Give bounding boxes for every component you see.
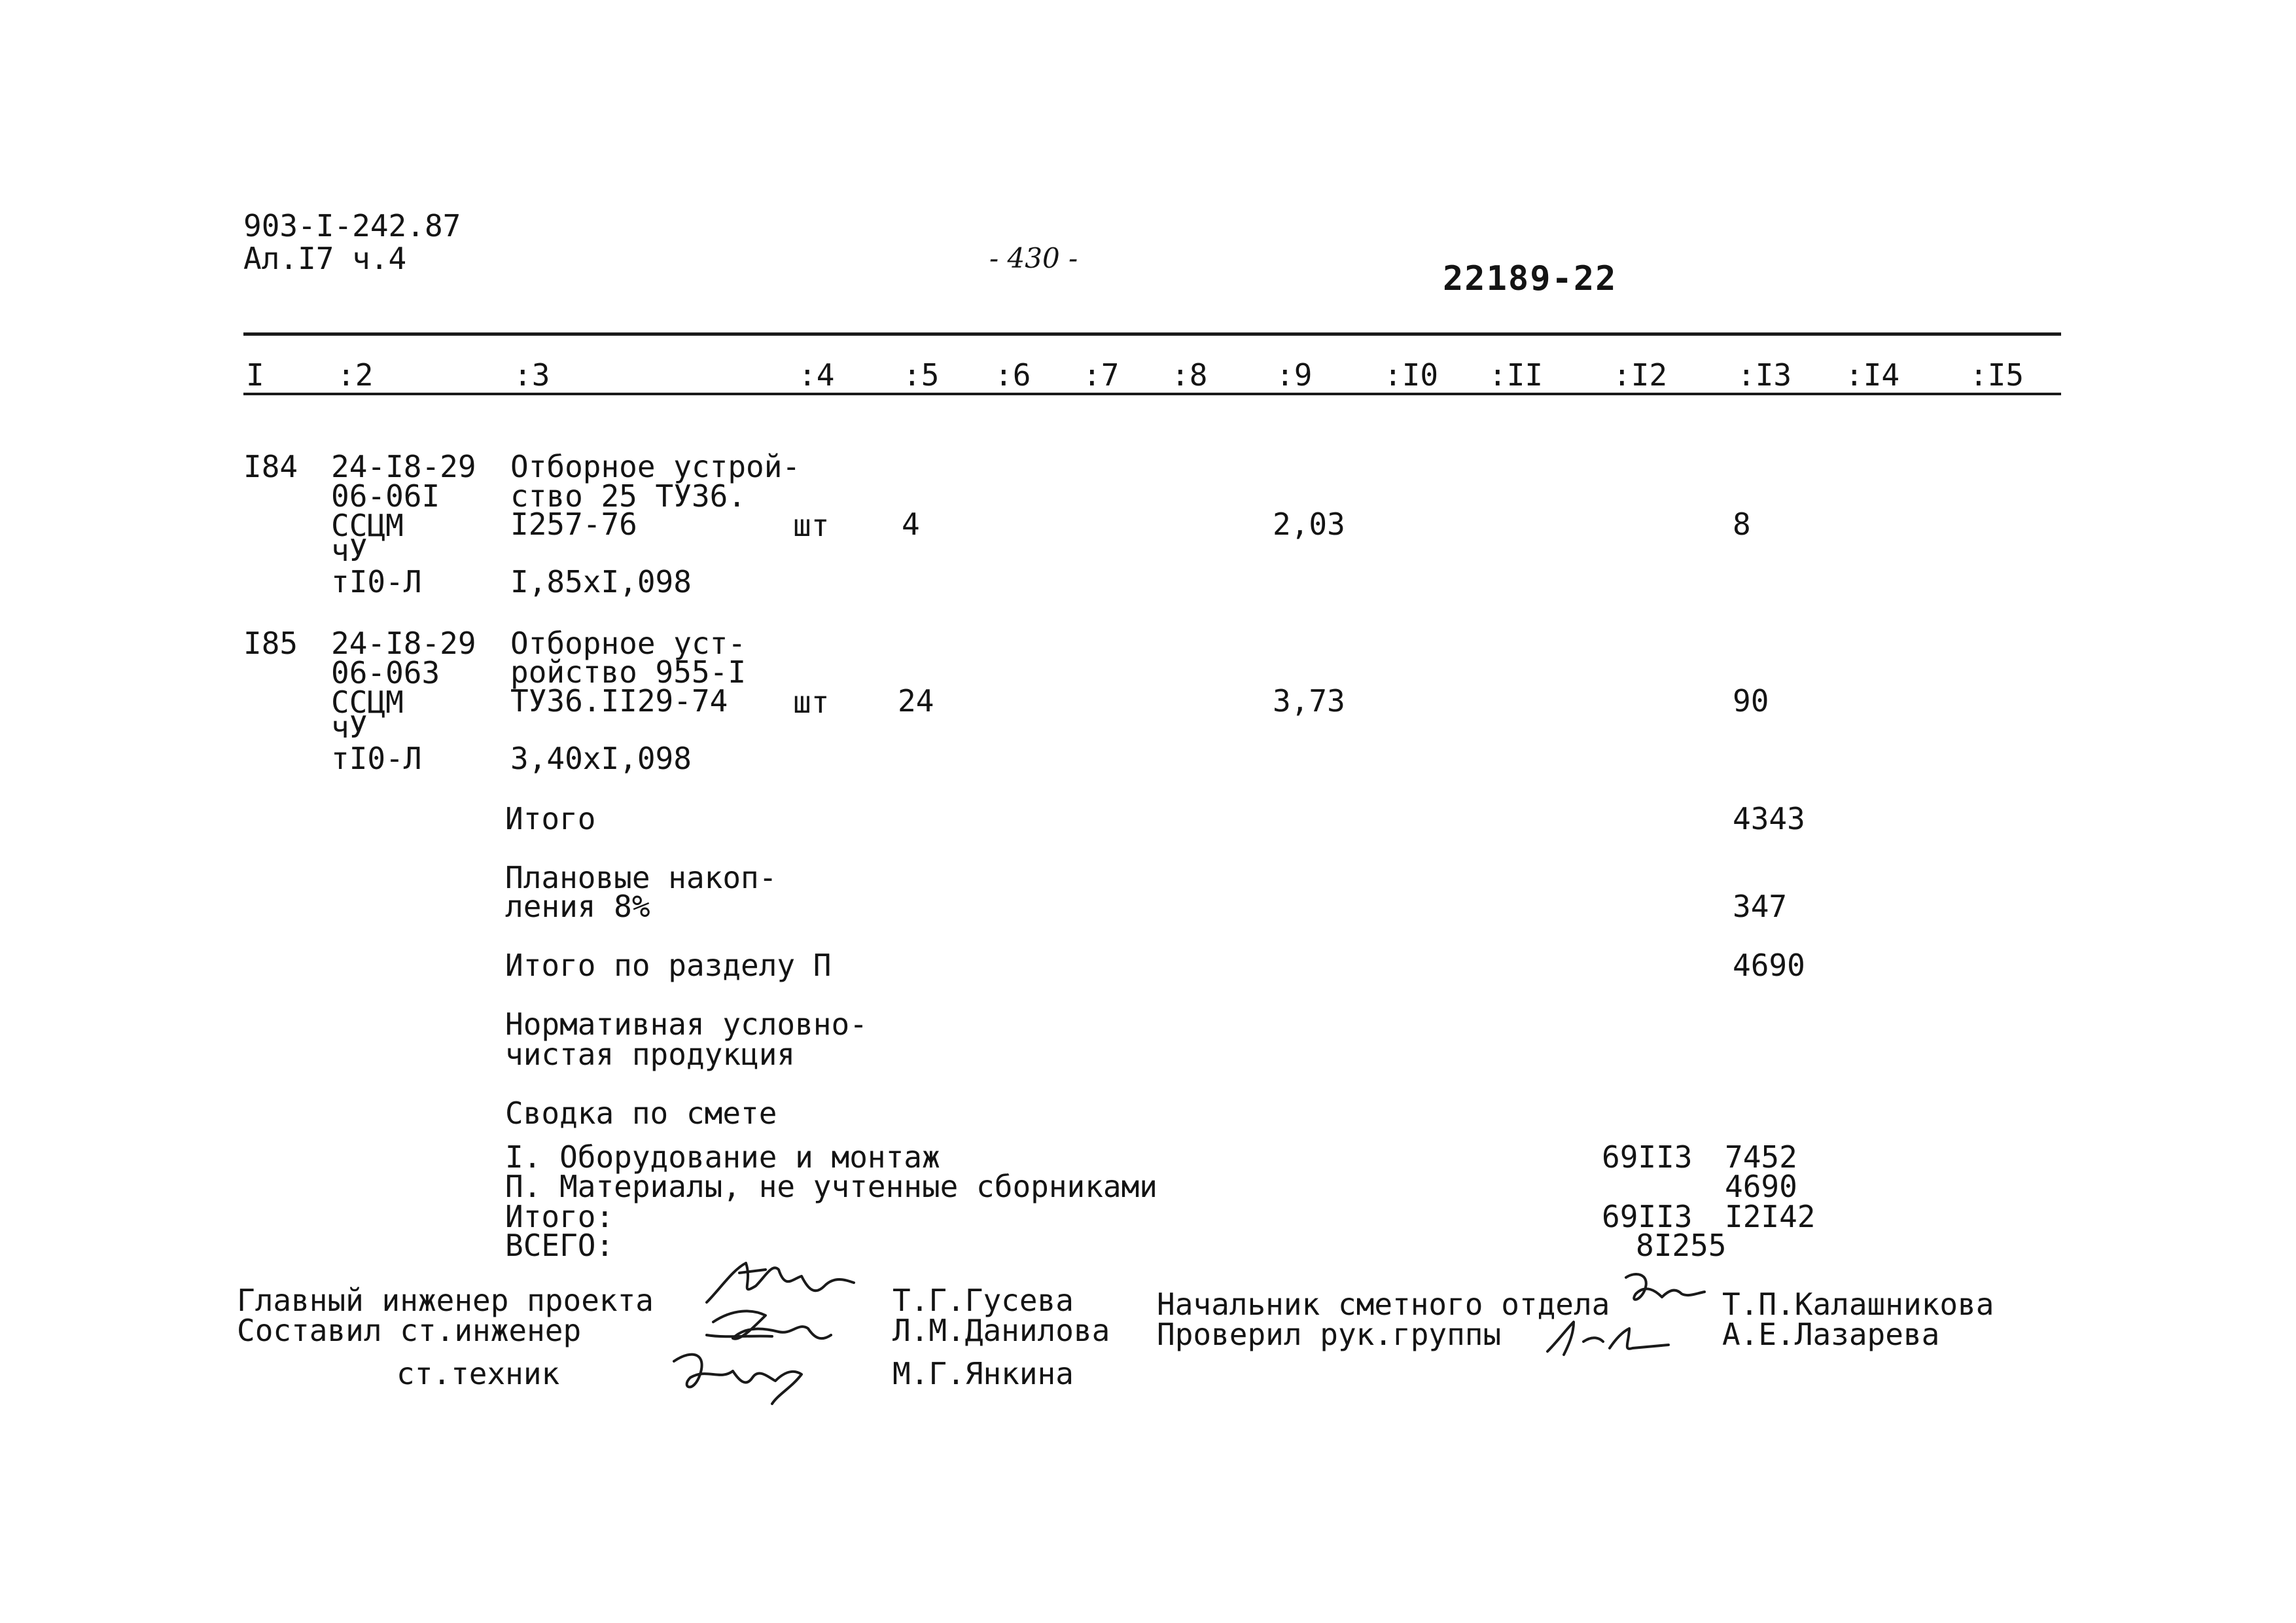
sheet-label: Ал.I7 ч.4 — [243, 241, 407, 276]
row-total: 90 — [1733, 683, 1769, 719]
chief-engineer-title: Главный инженер проекта — [237, 1283, 654, 1318]
page-number: - 430 - — [989, 242, 1078, 274]
row-code-line: ССЦМ — [331, 508, 404, 543]
composer-name: Л.М.Данилова — [892, 1313, 1110, 1348]
column-header-7: :7 — [1083, 357, 1120, 393]
column-header-4: :4 — [798, 357, 835, 393]
row-unit: шт — [793, 508, 830, 543]
row-code-line: тI0-Л — [331, 741, 422, 776]
row-code-line: 24-I8-29 — [331, 449, 476, 484]
itogo-value: 4343 — [1733, 801, 1805, 836]
section-total-label: Итого по разделу П — [505, 948, 832, 983]
column-header-3: :3 — [514, 357, 550, 393]
summary-title: Сводка по смете — [505, 1096, 777, 1131]
signature-yankina — [661, 1342, 818, 1414]
column-header-8: :8 — [1171, 357, 1208, 393]
column-header-13: :I3 — [1737, 357, 1792, 393]
column-header-15: :I5 — [1969, 357, 2024, 393]
row-unit-price: 3,73 — [1273, 683, 1345, 719]
row-name-line: ство 25 ТУ36. — [510, 478, 747, 514]
column-header-14: :I4 — [1845, 357, 1900, 393]
summary-materials-col13: 4690 — [1725, 1169, 1797, 1204]
summary-vsego-value: 8I255 — [1636, 1228, 1727, 1263]
summary-itogo-col12: 69II3 — [1602, 1199, 1693, 1234]
row-unit-price: 2,03 — [1273, 507, 1345, 542]
row-code-line: чУ — [331, 709, 368, 745]
technician-name: М.Г.Янкина — [892, 1356, 1074, 1391]
row-dimensions: 3,40xI,098 — [510, 741, 692, 776]
planned-savings-value: 347 — [1733, 889, 1788, 924]
row-name-line: Отборное устрой- — [510, 449, 801, 484]
row-name-line: ройство 955-I — [510, 654, 747, 690]
department-head-name: Т.П.Калашникова — [1722, 1287, 1994, 1322]
row-number: I84 — [243, 449, 298, 484]
checker-name: А.Е.Лазарева — [1722, 1317, 1940, 1352]
document-code: 903-I-242.87 — [243, 208, 461, 243]
stamp-number: 22189-22 — [1443, 259, 1617, 298]
row-dimensions: I,85xI,098 — [510, 564, 692, 599]
row-quantity: 4 — [902, 507, 920, 542]
row-name-line: Отборное уст- — [510, 626, 747, 661]
row-code-line: ССЦМ — [331, 685, 404, 720]
column-header-11: :II — [1489, 357, 1544, 393]
normative-product-label: чистая продукция — [505, 1037, 796, 1072]
column-header-2: :2 — [337, 357, 374, 393]
row-code-line: 06-063 — [331, 655, 440, 690]
planned-savings-label: ления 8% — [505, 889, 650, 924]
checker-title: Проверил рук.группы — [1157, 1317, 1502, 1352]
summary-equipment-col12: 69II3 — [1602, 1139, 1693, 1175]
technician-title: ст.техник — [397, 1356, 560, 1391]
column-header-9: :9 — [1276, 357, 1313, 393]
summary-itogo-label: Итого: — [505, 1199, 614, 1234]
column-header-12: :I2 — [1613, 357, 1668, 393]
itogo-label: Итого — [505, 801, 596, 836]
signature-lazareva — [1538, 1315, 1675, 1361]
column-header-1: I — [246, 357, 264, 393]
row-name-line: I257-76 — [510, 507, 637, 542]
summary-equipment-col13: 7452 — [1725, 1139, 1797, 1175]
summary-line-equipment: I. Оборудование и монтаж — [505, 1139, 940, 1175]
section-total-value: 4690 — [1733, 948, 1805, 983]
planned-savings-label: Плановые накоп- — [505, 860, 777, 895]
table-top-rule — [243, 332, 2061, 336]
summary-vsego-label: ВСЕГО: — [505, 1228, 614, 1263]
row-name-line: ТУ36.II29-74 — [510, 683, 728, 719]
row-code-line: 06-06I — [331, 478, 440, 514]
column-header-6: :6 — [995, 357, 1031, 393]
normative-product-label: Нормативная условно- — [505, 1007, 868, 1042]
chief-engineer-name: Т.Г.Гусева — [892, 1283, 1074, 1318]
department-head-title: Начальник сметного отдела — [1157, 1287, 1610, 1322]
table-header-rule — [243, 393, 2061, 395]
row-code-line: тI0-Л — [331, 564, 422, 599]
column-header-5: :5 — [903, 357, 940, 393]
composer-title: Составил ст.инженер — [237, 1313, 582, 1348]
row-code-line: 24-I8-29 — [331, 626, 476, 661]
signature-kalashnikova — [1616, 1264, 1714, 1317]
summary-itogo-col13: I2I42 — [1725, 1199, 1816, 1234]
row-quantity: 24 — [898, 683, 934, 719]
summary-line-materials: П. Материалы, не учтенные сборниками — [505, 1169, 1157, 1204]
row-total: 8 — [1733, 507, 1751, 542]
row-number: I85 — [243, 626, 298, 661]
row-unit: шт — [793, 685, 830, 720]
row-code-line: чУ — [331, 533, 368, 568]
column-header-10: :I0 — [1384, 357, 1439, 393]
